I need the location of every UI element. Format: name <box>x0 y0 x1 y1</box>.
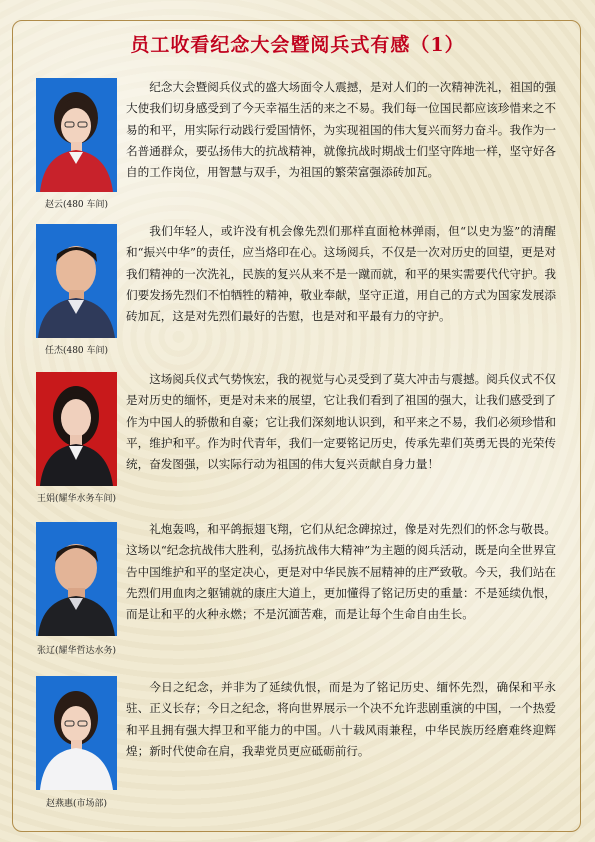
page-title: 员工收看纪念大会暨阅兵式有感（1） <box>130 34 465 56</box>
portrait-photo <box>36 224 117 338</box>
portrait-photo <box>36 372 117 486</box>
portrait-photo <box>36 78 117 192</box>
portrait-caption: 赵燕惠(市场部) <box>45 799 108 809</box>
entry-text: 我们年轻人，或许没有机会像先烈们那样直面枪林弹雨，但“以史为鉴”的清醒和“振兴中华”的责任，应当烙印在心。这场阅兵，不仅是一次对历史的回望，更是对我们精神的一次洗礼，民族的复兴从来不是一蹴而就，和平的果实需要代代守护。我们要发扬先烈们不怕牺牲的精神，敬业奉献，坚守正道，用自己的方式为国家发展添砖加瓦，这是对先烈们最好的告慰，也是对和平最有力的守护。 <box>126 224 556 324</box>
portrait-caption: 赵云(480 车间) <box>44 200 109 210</box>
portrait-caption: 张辽(耀华哲达水务) <box>36 646 117 656</box>
entry-text: 纪念大会暨阅兵仪式的盛大场面令人震撼，是对人们的一次精神洗礼，祖国的强大使我们切身感受到了今天幸福生活的来之不易。我们每一位国民都应该珍惜来之不易的和平，用实际行动践行爱国情怀，为实现祖国的伟大复兴而努力奋斗。我作为一名普通群众，要弘扬伟大的抗战精神，就像抗战时期战士们坚守阵地一样，坚守好各自的工作岗位，用智慧与双手，为祖国的繁荣富强添砖加瓦。 <box>126 80 556 180</box>
entry-text: 这场阅兵仪式气势恢宏，我的视觉与心灵受到了莫大冲击与震撼。阅兵仪式不仅是对历史的缅怀，更是对未来的展望，它让我们看到了祖国的强大，让我们感受到了作为中国人的骄傲和自豪；它让我们深刻地认识到，和平来之不易，我们必须珍惜和平，维护和平。作为时代青年，我们一定要铭记历史，传承先辈们英勇无畏的光荣传统，奋发图强，以实际行动为祖国的伟大复兴贡献自身力量！ <box>126 372 556 472</box>
portrait-photo <box>36 676 117 790</box>
portrait-caption: 任杰(480 车间) <box>44 346 109 356</box>
entry-text: 礼炮轰鸣，和平鸽振翅飞翔，它们从纪念碑掠过，像是对先烈们的怀念与敬畏。这场以“纪念抗战伟大胜利，弘扬抗战伟大精神”为主题的阅兵活动，既是向全世界宣告中国维护和平的坚定决心，更是对中华民族不屈精神的庄严致敬。今天，我们站在先烈们用血肉之躯铺就的康庄大道上，更加懂得了铭记历史的重量：不是延续仇恨，而是让和平的火种永燃；不是沉湎苦难，而是让每个生命自由生长。 <box>126 522 556 622</box>
entry-text: 今日之纪念，并非为了延续仇恨，而是为了铭记历史、缅怀先烈，确保和平永驻、正义长存；今日之纪念，将向世界展示一个决不允许悲剧重演的中国，一个热爱和平且拥有强大捍卫和平能力的中国。八十载风雨兼程，中华民族历经磨难终迎辉煌；新时代使命在肩，我辈党员更应砥砺前行。 <box>126 680 556 758</box>
portrait-photo <box>36 522 117 636</box>
portrait-caption: 王娟(耀华水务车间) <box>36 494 117 504</box>
